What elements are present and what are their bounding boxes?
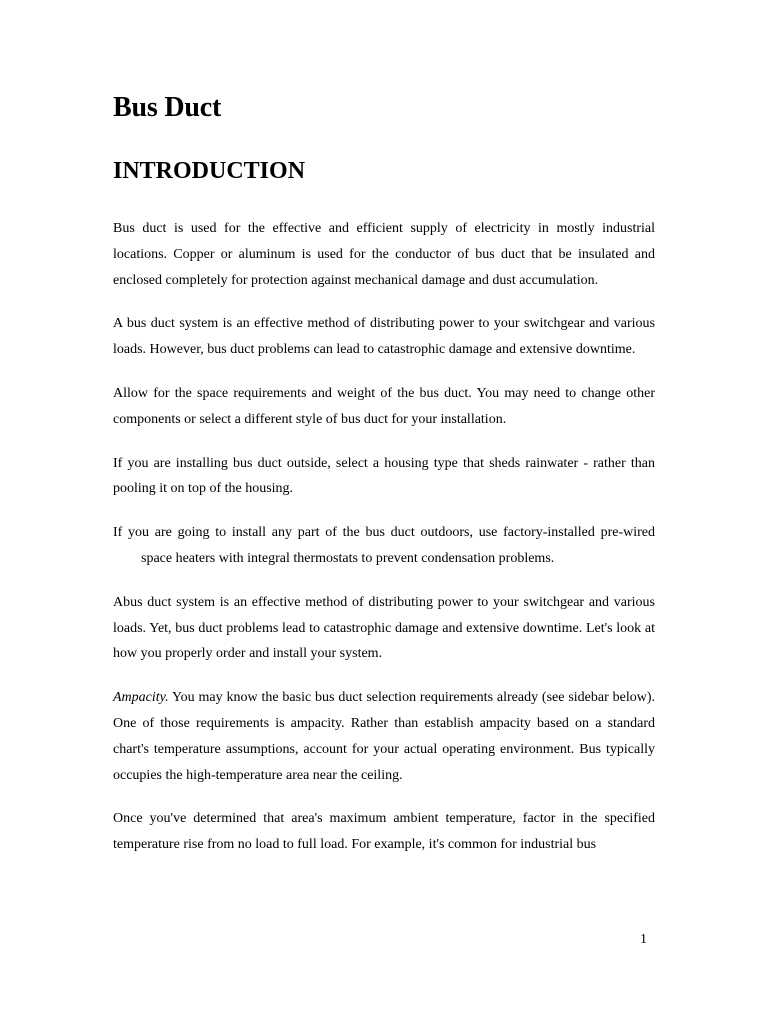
paragraph-7-body: You may know the basic bus duct selection requirements already (see sidebar below). One of those requirements is ampacity. Rather than establish ampacity based on a standard chart's temperature assumptions, account for your actual operating environment. Bus typically occupies the high-temperature area near the ceiling. [113,690,655,783]
page-content [113,88,655,858]
paragraph-8: Once you've determined that area's maximum ambient temperature, factor in the specified temperature rise from no load to full load. For example, it's common for industrial bus [113,811,655,853]
section-heading: INTRODUCTION [113,158,306,184]
paragraph-6: Abus duct system is an effective method of distributing power to your switchgear and various loads. Yet, bus duct problems lead to catastrophic damage and extensive downtime. Let's look at how you properly order and install your system. [113,594,655,662]
page-number: 1 [640,932,647,947]
paragraph-2: A bus duct system is an effective method of distributing power to your switchgear and various loads. However, bus duct problems can lead to catastrophic damage and extensive downtime. [113,316,655,358]
paragraph-4: If you are installing bus duct outside, select a housing type that sheds rainwater - rather than pooling it on top of the housing. [113,455,655,497]
document-title: Bus Duct [113,92,222,123]
paragraph-5: If you are going to install any part of the bus duct outdoors, use factory-installed pre-wired space heaters with integral thermostats to prevent condensation problems. [113,525,655,566]
paragraph-7-lead: Ampacity. [113,690,169,706]
paragraph-1: Bus duct is used for the effective and efficient supply of electricity in mostly industrial locations. Copper or aluminum is used for the conductor of bus duct that be insulated and enclosed completely for protection against mechanical damage and dust accumulation. [113,221,655,288]
paragraph-7 [113,685,655,788]
paragraph-3: Allow for the space requirements and weight of the bus duct. You may need to change other components or select a different style of bus duct for your installation. [113,385,655,427]
